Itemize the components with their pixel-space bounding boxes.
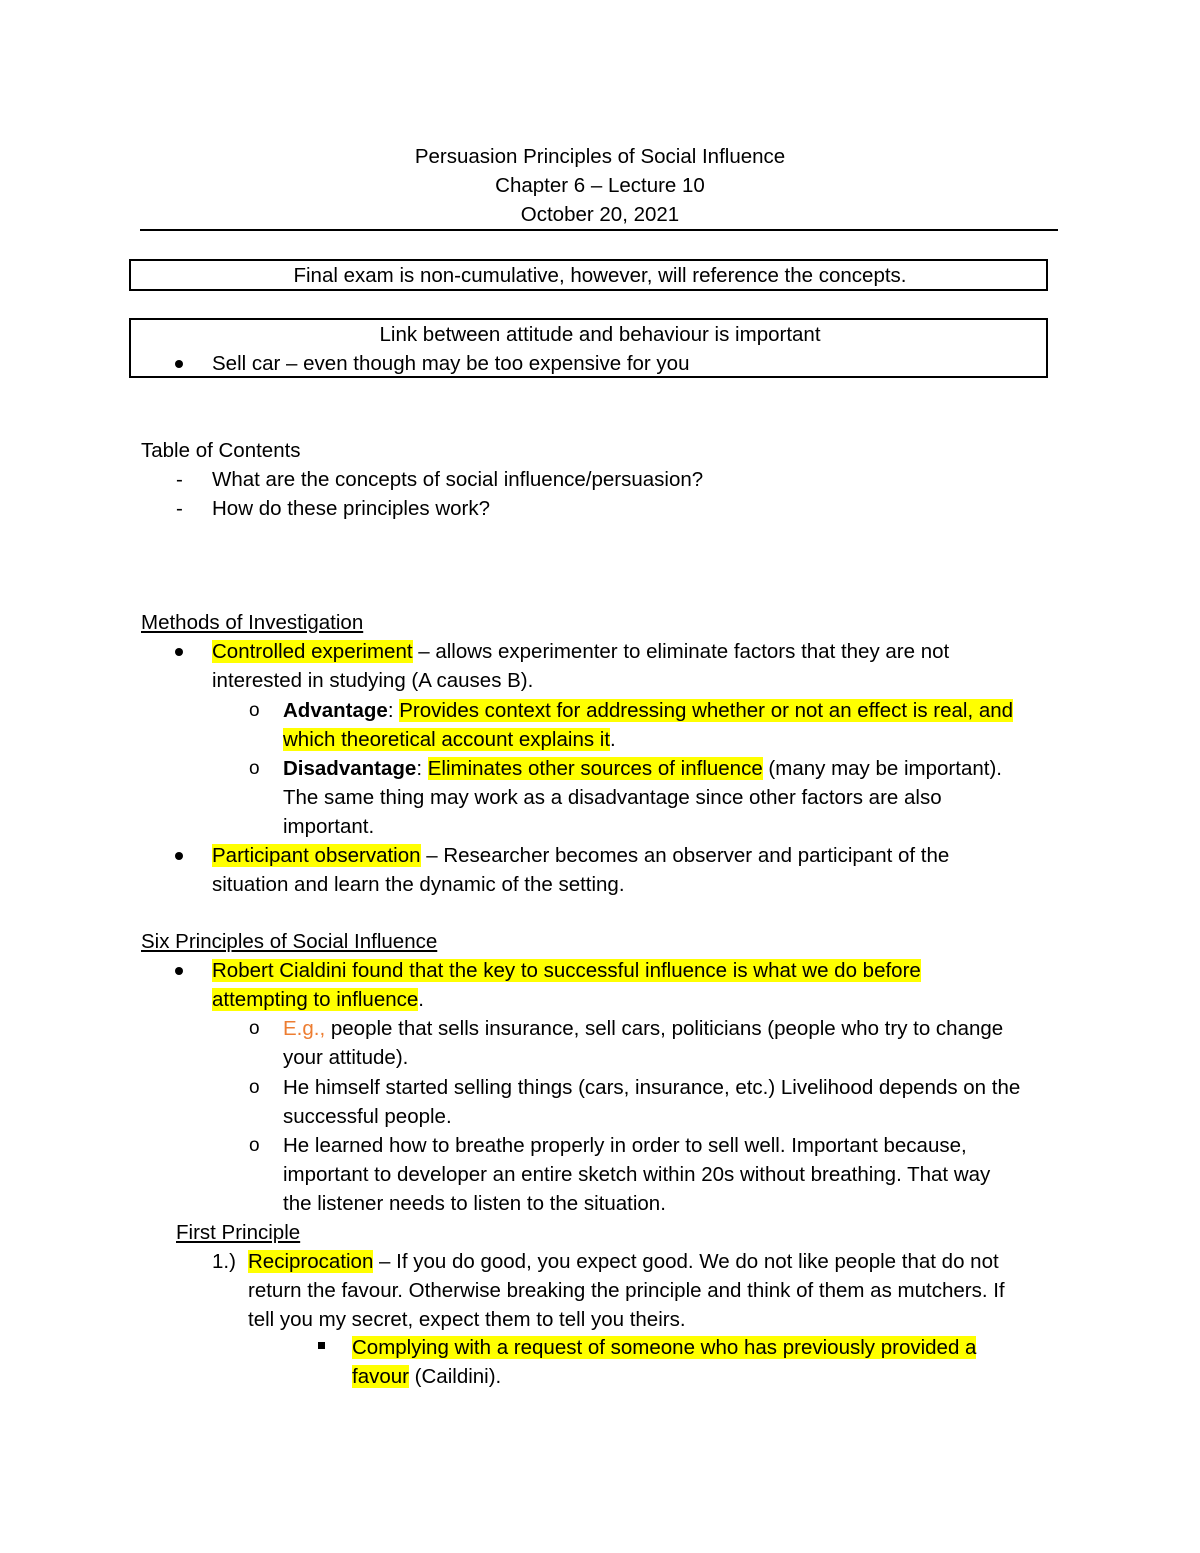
dash-icon: - <box>176 497 183 520</box>
example-label: E.g., <box>283 1017 326 1040</box>
reciprocation-line-3: tell you my secret, expect them to tell you theirs. <box>248 1308 686 1331</box>
participant-observation-line-2: situation and learn the dynamic of the setting. <box>212 873 625 896</box>
text: people that sells insurance, sell cars, politicians (people who try to change <box>325 1017 1004 1040</box>
circle-bullet-icon: o <box>249 1018 260 1039</box>
highlight: Participant observation <box>212 844 421 867</box>
disadvantage-line <box>283 754 1002 783</box>
bullet-icon <box>175 852 183 860</box>
dash-icon: - <box>176 468 183 491</box>
text: – Researcher becomes an observer and participant of the <box>420 844 950 867</box>
highlight: favour <box>352 1365 409 1388</box>
chapter-line: Chapter 6 – Lecture 10 <box>495 174 705 197</box>
document-title: Persuasion Principles of Social Influence <box>414 145 786 168</box>
highlight: Controlled experiment <box>212 640 413 663</box>
controlled-experiment-line <box>212 637 949 666</box>
controlled-experiment-line-2: interested in studying (A causes B). <box>212 669 534 692</box>
text: . <box>610 728 616 751</box>
text: : <box>387 699 394 722</box>
text: (many may be important). <box>762 757 1002 780</box>
circle-bullet-icon: o <box>249 700 260 721</box>
toc-heading: Table of Contents <box>141 439 301 462</box>
highlight: Robert Cialdini found that the key to successful influence is what we do before <box>212 959 921 982</box>
breathe-line: He learned how to breathe properly in order to sell well. Important because, <box>283 1134 967 1157</box>
highlight: Complying with a request of someone who has previously provided a <box>352 1336 977 1359</box>
square-bullet-icon <box>318 1342 325 1349</box>
disadvantage-line-3: important. <box>283 815 375 838</box>
bullet-icon <box>175 648 183 656</box>
breathe-line-3: the listener needs to listen to the situation. <box>283 1192 666 1215</box>
participant-observation-line <box>212 841 949 870</box>
six-principles-heading: Six Principles of Social Influence <box>141 930 438 953</box>
methods-heading: Methods of Investigation <box>141 611 364 634</box>
text: : <box>416 757 423 780</box>
attitude-box-bullet: Sell car – even though may be too expensive for you <box>212 352 690 375</box>
circle-bullet-icon: o <box>249 1135 260 1156</box>
example-line <box>283 1014 1003 1043</box>
bullet-icon <box>175 360 183 368</box>
highlight: Provides context for addressing whether or not an effect is real, and <box>399 699 1014 722</box>
cialdini-line-2 <box>212 985 424 1014</box>
text: – allows experimenter to eliminate factors that they are not <box>412 640 950 663</box>
advantage-label: Advantage <box>283 699 388 722</box>
breathe-line-2: important to developer an entire sketch within 20s without breathing. That way <box>283 1163 991 1186</box>
header-rule <box>140 229 1058 231</box>
first-principle-heading: First Principle <box>176 1221 301 1244</box>
exam-note-text: Final exam is non-cumulative, however, will reference the concepts. <box>293 264 907 287</box>
example-line-2: your attitude). <box>283 1046 409 1069</box>
cialdini-line <box>212 956 921 985</box>
toc-item: How do these principles work? <box>212 497 491 520</box>
disadvantage-line-2: The same thing may work as a disadvantage since other factors are also <box>283 786 942 809</box>
reciprocation-line-2: return the favour. Otherwise breaking the principle and think of them as mutchers. If <box>248 1279 1005 1302</box>
advantage-line-2 <box>283 725 616 754</box>
comply-line <box>352 1333 976 1362</box>
advantage-line <box>283 696 1013 725</box>
highlight: Eliminates other sources of influence <box>427 757 763 780</box>
text: . <box>418 988 424 1011</box>
selling-line: He himself started selling things (cars, insurance, etc.) Livelihood depends on the <box>283 1076 1021 1099</box>
circle-bullet-icon: o <box>249 758 260 779</box>
date-line: October 20, 2021 <box>520 203 680 226</box>
selling-line-2: successful people. <box>283 1105 452 1128</box>
comply-line-2 <box>352 1362 501 1391</box>
list-number: 1.) <box>212 1250 236 1273</box>
disadvantage-label: Disadvantage <box>283 757 417 780</box>
attitude-box-title: Link between attitude and behaviour is important <box>379 323 821 346</box>
text: (Caildini). <box>408 1365 502 1388</box>
highlight: Reciprocation <box>248 1250 374 1273</box>
bullet-icon <box>175 967 183 975</box>
reciprocation-line <box>248 1247 999 1276</box>
highlight: which theoretical account explains it <box>283 728 611 751</box>
highlight: attempting to influence <box>212 988 419 1011</box>
circle-bullet-icon: o <box>249 1077 260 1098</box>
toc-item: What are the concepts of social influence/persuasion? <box>212 468 704 491</box>
text: – If you do good, you expect good. We do not like people that do not <box>373 1250 999 1273</box>
